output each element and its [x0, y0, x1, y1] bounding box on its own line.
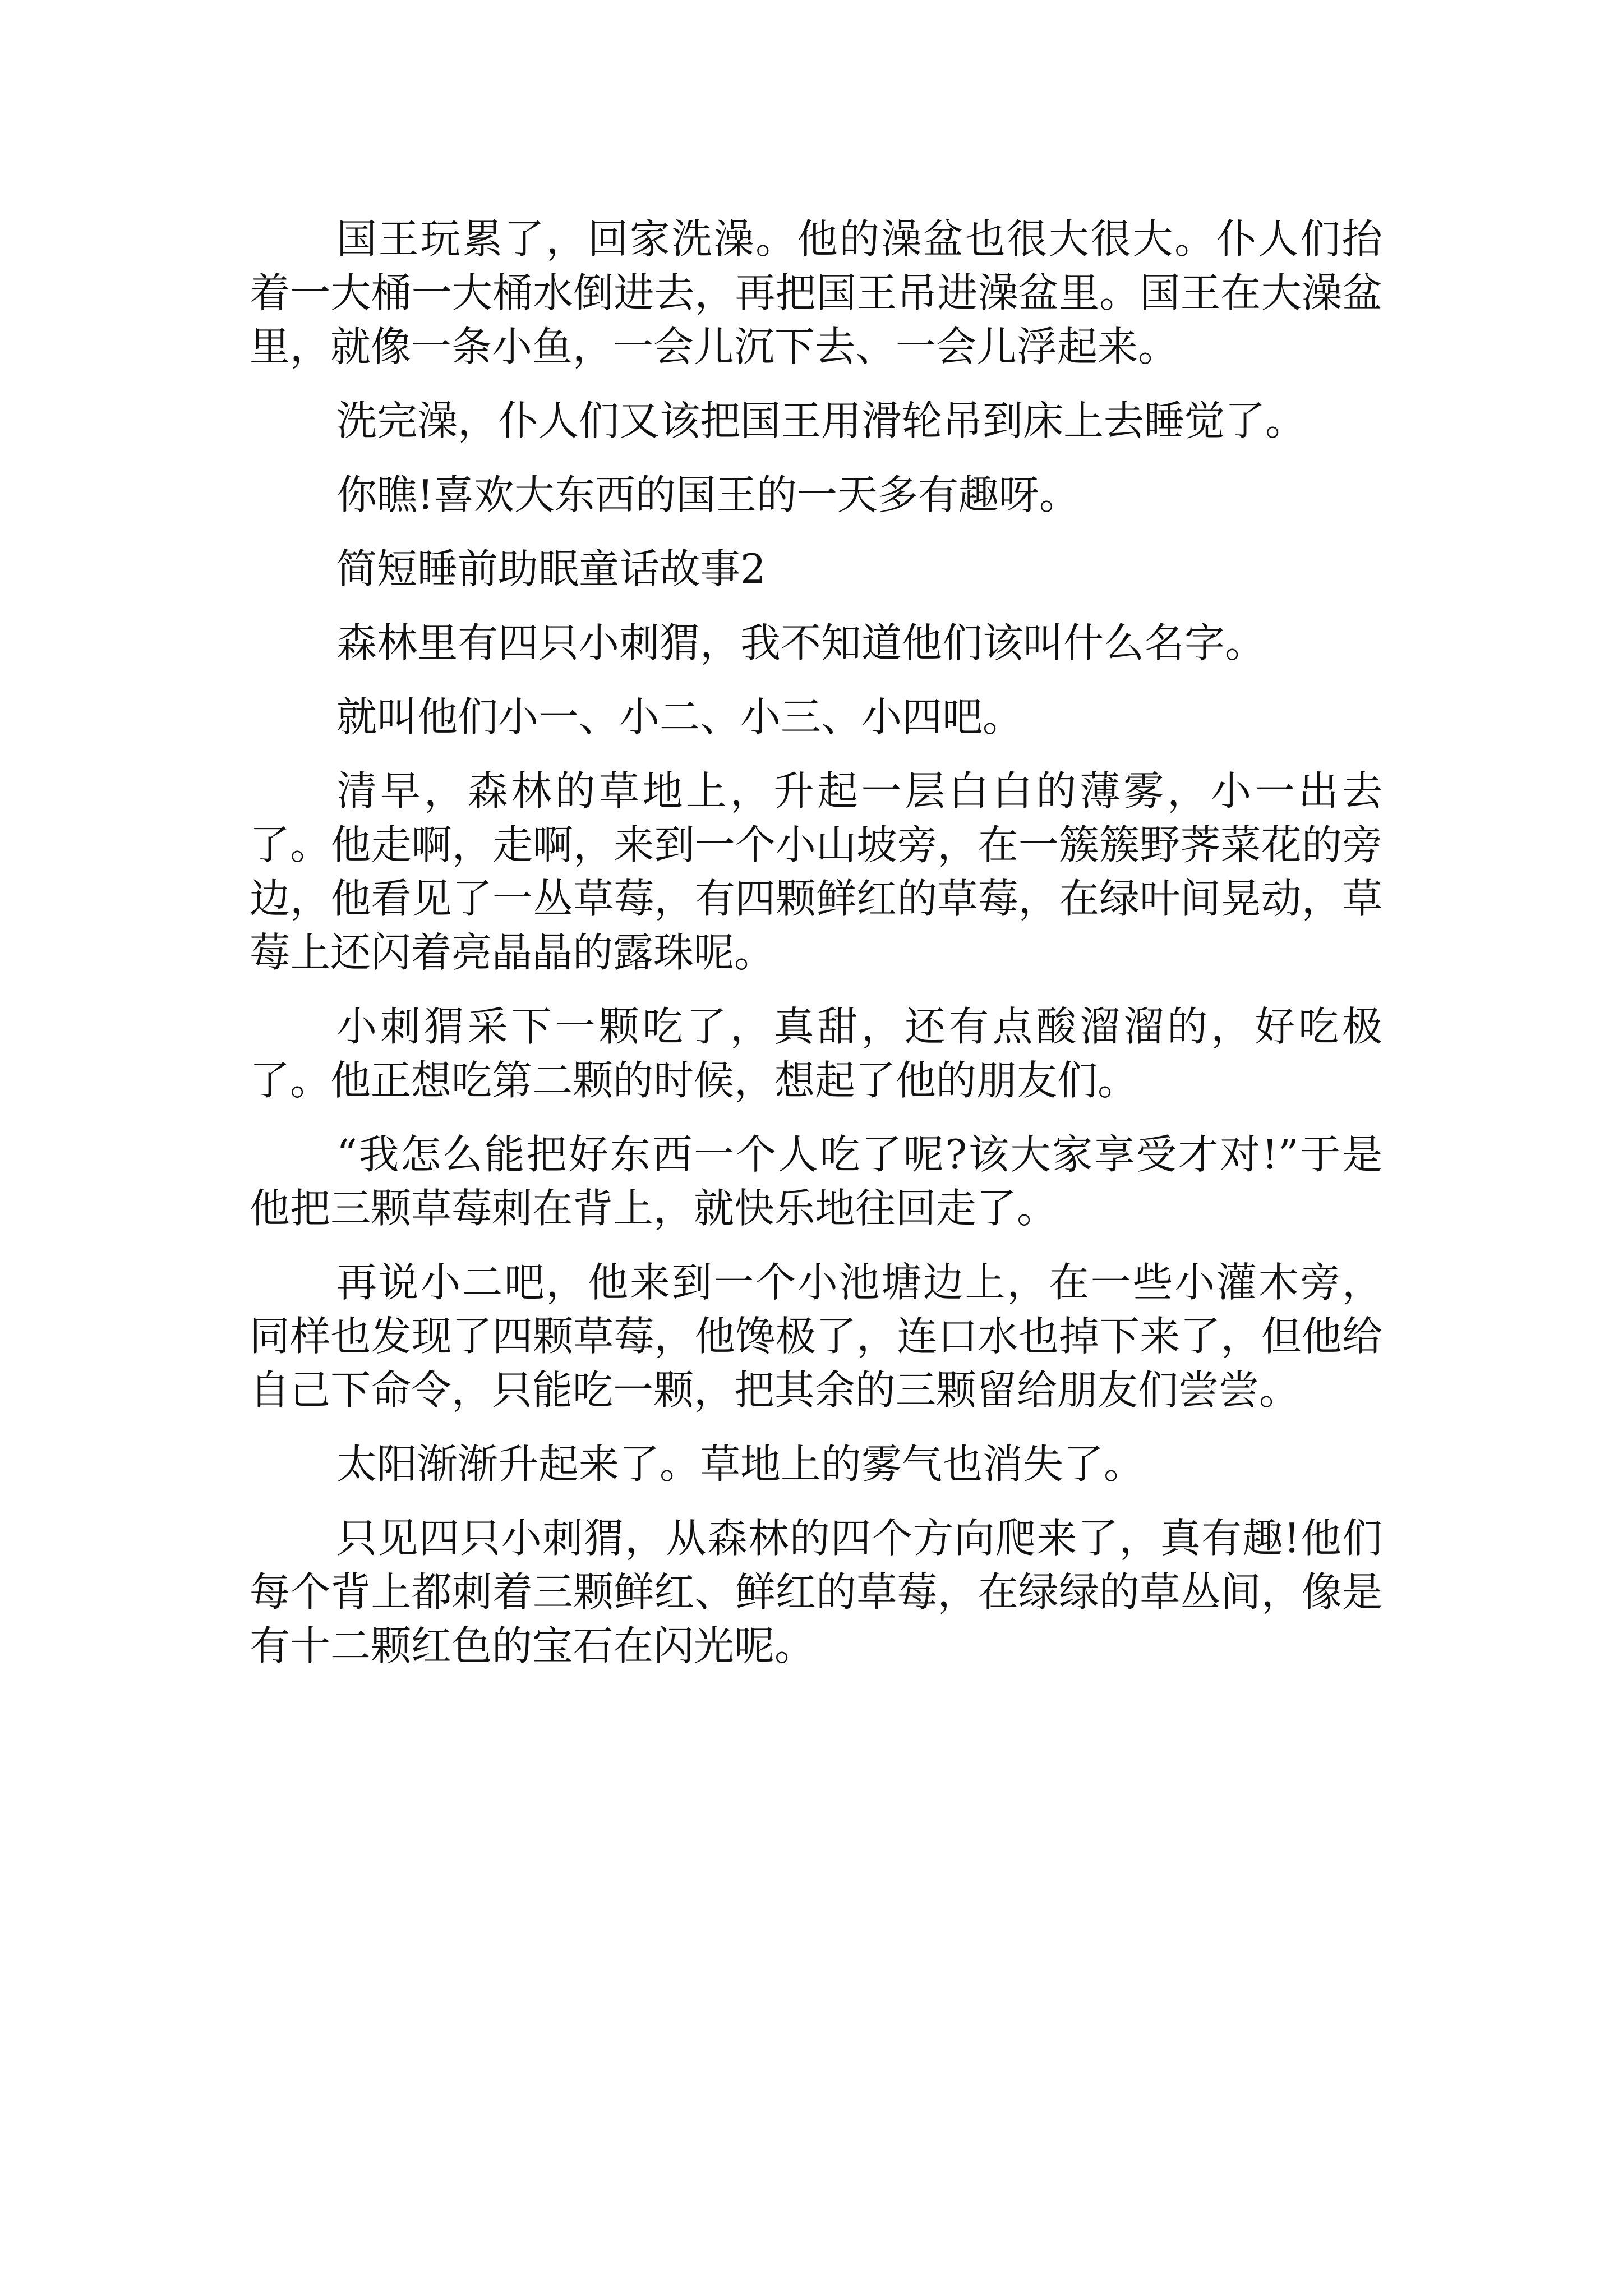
paragraph-sunrise: 太阳渐渐升起来了。草地上的雾气也消失了。 [336, 1441, 1145, 1488]
paragraph-names: 就叫他们小一、小二、小三、小四吧。 [336, 693, 1023, 740]
story-heading: 简短睡前助眠童话故事2 [336, 545, 766, 592]
paragraph-king-day: 你瞧!喜欢大东西的国王的一天多有趣呀。 [336, 471, 1080, 518]
paragraph-gems: 只见四只小刺猬，从森林的四个方向爬来了，真有趣!他们每个背上都刺着三颗鲜红、鲜红的草莓，在绿绿的草丛间，像是有十二颗红色的宝石在闪光呢。 [250, 1515, 1382, 1669]
paragraph-bath: 国王玩累了，回家洗澡。他的澡盆也很大很大。仆人们抬着一大桶一大桶水倒进去，再把国王吊进澡盆里。国王在大澡盆里，就像一条小鱼，一会儿沉下去、一会儿浮起来。 [250, 215, 1382, 370]
paragraph-first-strawberry: 小刺猬采下一颗吃了，真甜，还有点酸溜溜的，好吃极了。他正想吃第二颗的时候，想起了他的朋友们。 [250, 1003, 1382, 1104]
paragraph-bedtime: 洗完澡，仆人们又该把国王用滑轮吊到床上去睡觉了。 [336, 397, 1306, 444]
document-body [250, 212, 1382, 1693]
paragraph-morning: 清早，森林的草地上，升起一层白白的薄雾，小一出去了。他走啊，走啊，来到一个小山坡旁，在一簇簇野荠菜花的旁边，他看见了一丛草莓，有四颗鲜红的草莓，在绿叶间晃动，草莓上还闪着亮晶晶的露珠呢。 [250, 767, 1382, 976]
paragraph-share-quote: “我怎么能把好东西一个人吃了呢?该大家享受才对!”于是他把三颗草莓刺在背上，就快乐地往回走了。 [250, 1131, 1382, 1232]
paragraph-four-hedgehogs: 森林里有四只小刺猬，我不知道他们该叫什么名字。 [336, 619, 1266, 666]
paragraph-second-hedgehog: 再说小二吧，他来到一个小池塘边上，在一些小灌木旁，同样也发现了四颗草莓，他馋极了，连口水也掉下来了，但他给自己下命令，只能吃一颗，把其余的三颗留给朋友们尝尝。 [250, 1259, 1382, 1414]
